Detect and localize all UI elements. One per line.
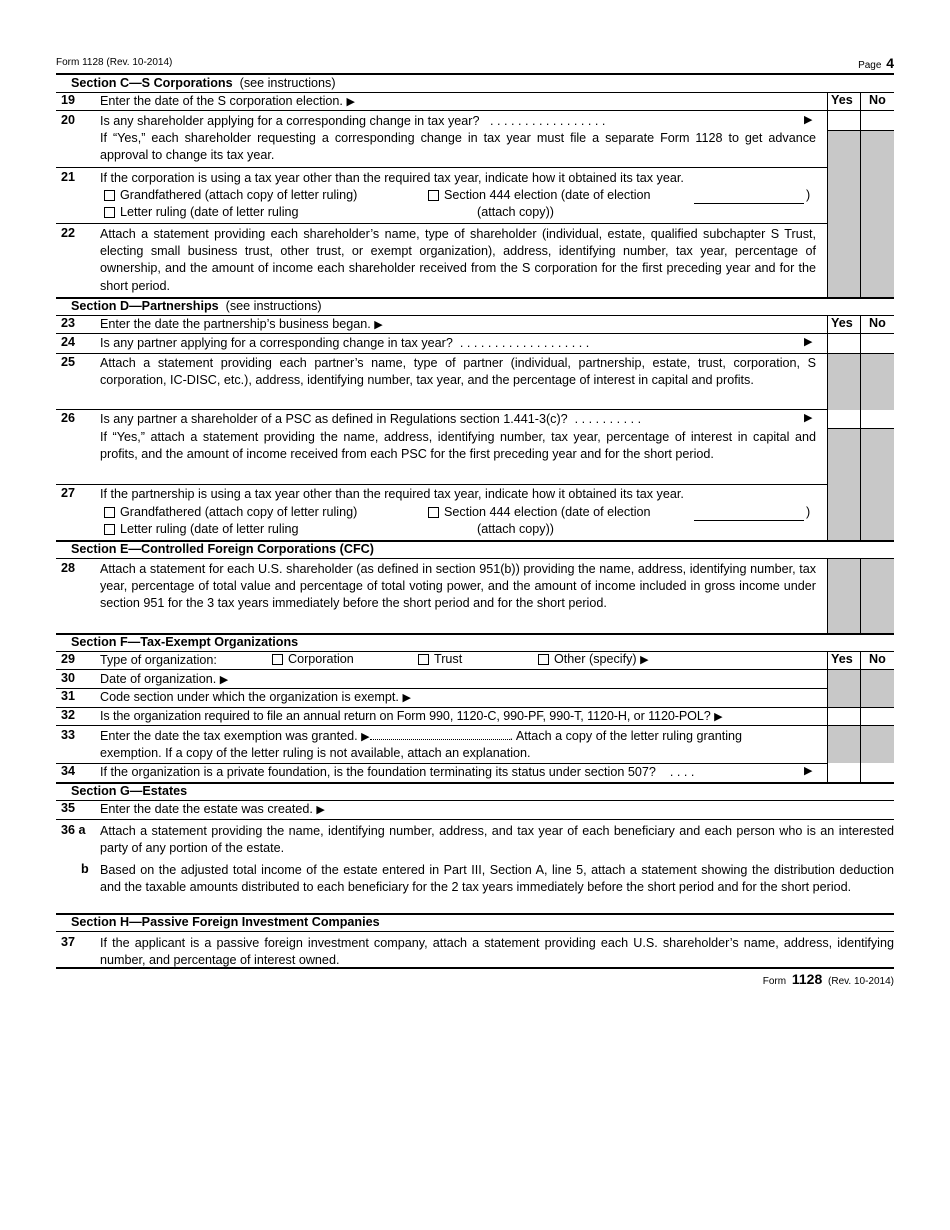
election-date-field[interactable] <box>694 505 804 521</box>
line-21-text: If the corporation is using a tax year other than the required tax year, indicate how it obtained its tax year. <box>100 171 684 185</box>
attach-copy-note: (attach copy)) <box>477 522 554 536</box>
line-31-text: Code section under which the organization is exempt. ▶ <box>100 690 411 704</box>
section-h-title: Section H—Passive Foreign Investment Companies <box>71 915 380 929</box>
section-d-title: Section D—Partnerships (see instructions) <box>71 299 322 313</box>
exemption-date-field[interactable] <box>370 728 510 740</box>
line-number: 23 <box>61 316 76 330</box>
line-number: 28 <box>61 561 76 575</box>
line-36a-text: Attach a statement providing the name, identifying number, address, and tax year of each beneficiary and each person who is an interested party of any portion of the estate. <box>100 824 894 856</box>
page-label: Page <box>858 60 882 71</box>
paren: ) <box>806 505 811 519</box>
section-444-option[interactable]: Section 444 election (date of election <box>428 505 651 519</box>
line-number: 37 <box>61 935 76 949</box>
column-divider <box>827 558 828 633</box>
line-number: 26 <box>61 411 76 425</box>
divider <box>56 725 894 726</box>
no-header: No <box>869 652 886 666</box>
letter-ruling-option[interactable]: Letter ruling (date of letter ruling <box>104 205 299 219</box>
arrow-icon: ▶ <box>804 336 813 348</box>
checkbox[interactable] <box>104 524 115 535</box>
checkbox[interactable] <box>104 507 115 518</box>
shaded-cells <box>828 670 894 707</box>
section-e-title: Section E—Controlled Foreign Corporations (CFC) <box>71 542 374 556</box>
line-number: 36 a <box>61 823 86 837</box>
line-37-text: If the applicant is a passive foreign investment company, attach a statement providing each U.S. shareholder’s name, address, identifying number, and percentage of interest owned. <box>100 936 894 968</box>
line-20-question: Is any shareholder applying for a corresponding change in tax year? . . . . . . . . . . . . . . . . . <box>100 114 606 128</box>
section-444-option[interactable]: Section 444 election (date of election <box>428 188 651 202</box>
divider <box>56 333 894 334</box>
no-header: No <box>869 316 886 330</box>
checkbox[interactable] <box>104 207 115 218</box>
section-f-title: Section F—Tax-Exempt Organizations <box>71 635 299 649</box>
line-19-text: Enter the date of the S corporation election. ▶ <box>100 94 355 108</box>
line-33-text: Enter the date the tax exemption was granted. ▶ . Attach a copy of the letter ruling granting <box>100 729 743 743</box>
divider <box>827 428 894 429</box>
column-divider <box>860 651 861 782</box>
section-c-title: Section C—S Corporations (see instructions) <box>71 76 336 90</box>
page-number: 4 <box>886 55 894 71</box>
line-20-text: If “Yes,” each shareholder requesting a corresponding change in tax year must file a separate Form 1128 to get advance approval to change its tax year. <box>100 131 816 163</box>
grandfathered-option[interactable]: Grandfathered (attach copy of letter ruling) <box>104 505 357 519</box>
no-header: No <box>869 93 886 107</box>
checkbox[interactable] <box>104 190 115 201</box>
line-number: 20 <box>61 113 76 127</box>
shaded-cells <box>828 131 894 297</box>
column-divider <box>827 651 828 782</box>
line-number: 34 <box>61 764 76 778</box>
line-25-text: Attach a statement providing each partner’s name, type of partner (individual, partnership, estate, trust, corporation, S corporation, IC-DISC, etc.), address, identifying number, tax year, and the percentage of interest in capital and profits. <box>100 356 816 388</box>
divider <box>827 130 894 131</box>
checkbox[interactable] <box>538 654 549 665</box>
attach-copy-note: (attach copy)) <box>477 205 554 219</box>
line-number: 35 <box>61 801 76 815</box>
trust-option[interactable]: Trust <box>418 652 462 666</box>
yes-header: Yes <box>831 316 853 330</box>
corporation-option[interactable]: Corporation <box>272 652 354 666</box>
line-35-text: Enter the date the estate was created. ▶ <box>100 802 325 816</box>
line-number: 32 <box>61 708 76 722</box>
divider <box>56 558 894 559</box>
divider <box>827 110 894 111</box>
line-number: 22 <box>61 226 76 240</box>
shaded-cells <box>828 428 894 540</box>
line-24-question: Is any partner applying for a corresponding change in tax year? . . . . . . . . . . . . . . . . . . . <box>100 336 590 350</box>
divider <box>56 223 827 224</box>
column-divider <box>860 92 861 298</box>
line-27-text: If the partnership is using a tax year other than the required tax year, indicate how it obtained its tax year. <box>100 487 684 501</box>
checkbox[interactable] <box>272 654 283 665</box>
line-number: 21 <box>61 170 76 184</box>
divider <box>56 73 894 75</box>
line-34-question: If the organization is a private foundation, is the foundation terminating its status under section 507? . . . . <box>100 765 695 779</box>
line-number: b <box>81 862 89 876</box>
divider <box>56 110 827 111</box>
line-26-question: Is any partner a shareholder of a PSC as defined in Regulations section 1.441-3(c)? . . . . . . . . . . <box>100 412 642 426</box>
divider <box>56 484 827 485</box>
shaded-cells <box>828 559 894 633</box>
shaded-cells <box>828 353 894 410</box>
divider <box>56 167 827 168</box>
letter-ruling-option[interactable]: Letter ruling (date of letter ruling <box>104 522 299 536</box>
arrow-icon: ▶ <box>804 114 813 126</box>
divider <box>56 931 894 932</box>
line-26-text: If “Yes,” attach a statement providing the name, address, identifying number, tax year, percentage of interest in capital and profits, and the amount of income received from each PSC for the first preceding year and for the short period. <box>100 430 816 462</box>
paren: ) <box>806 188 811 202</box>
section-g-title: Section G—Estates <box>71 784 188 798</box>
checkbox[interactable] <box>418 654 429 665</box>
footer-form-id: Form 1128 (Rev. 10-2014) <box>762 971 894 987</box>
grandfathered-option[interactable]: Grandfathered (attach copy of letter ruling) <box>104 188 357 202</box>
page-indicator <box>858 55 894 71</box>
divider <box>56 669 894 670</box>
divider <box>56 353 894 354</box>
form-id: Form 1128 (Rev. 10-2014) <box>56 57 173 68</box>
other-option[interactable]: Other (specify) ▶ <box>538 652 649 666</box>
divider <box>56 409 827 410</box>
divider <box>56 819 894 820</box>
column-divider <box>827 92 828 298</box>
shaded-cells <box>828 726 894 763</box>
line-32-text: Is the organization required to file an annual return on Form 990, 1120-C, 990-PF, 990-T, 1120-H, or 1120-POL? ▶ <box>100 709 723 723</box>
line-33-text-2: exemption. If a copy of the letter ruling is not available, attach an explanation. <box>100 746 531 760</box>
election-date-field[interactable] <box>694 188 804 204</box>
divider <box>56 967 894 969</box>
line-30-text: Date of organization. ▶ <box>100 672 229 686</box>
line-number: 24 <box>61 335 76 349</box>
line-number: 19 <box>61 93 76 107</box>
yes-header: Yes <box>831 652 853 666</box>
line-28-text: Attach a statement for each U.S. shareholder (as defined in section 951(b)) providing the name, address, identifying number, tax year, percentage of total value and percentage of total voting power, and the amount of income included in gross income under section 951 for the 3 tax years immediately before the short period and for the short period. <box>100 562 816 611</box>
line-number: 30 <box>61 671 76 685</box>
checkbox[interactable] <box>428 190 439 201</box>
line-22-text: Attach a statement providing each shareholder’s name, type of shareholder (individual, estate, qualified subchapter S Trust, electing small business trust, other trust, or exempt organization), address, identifying number, tax year, percentage of ownership, and the amount of income each shareholder received from the S corporation for the first preceding year and for the short period. <box>100 227 816 293</box>
arrow-icon: ▶ <box>804 765 813 777</box>
line-number: 25 <box>61 355 76 369</box>
column-divider <box>860 558 861 633</box>
line-number: 33 <box>61 728 76 742</box>
line-number: 27 <box>61 486 76 500</box>
yes-header: Yes <box>831 93 853 107</box>
line-36b-text: Based on the adjusted total income of the estate entered in Part III, Section A, line 5, attach a statement showing the distribution deduction and the taxable amounts distributed to each beneficiary for the 2 tax years immediately before the short period and for the short period. <box>100 863 894 895</box>
line-29-text: Type of organization: <box>100 653 217 667</box>
checkbox[interactable] <box>428 507 439 518</box>
line-23-text: Enter the date the partnership’s business began. ▶ <box>100 317 383 331</box>
line-number: 29 <box>61 652 76 666</box>
line-number: 31 <box>61 689 76 703</box>
arrow-icon: ▶ <box>804 412 813 424</box>
